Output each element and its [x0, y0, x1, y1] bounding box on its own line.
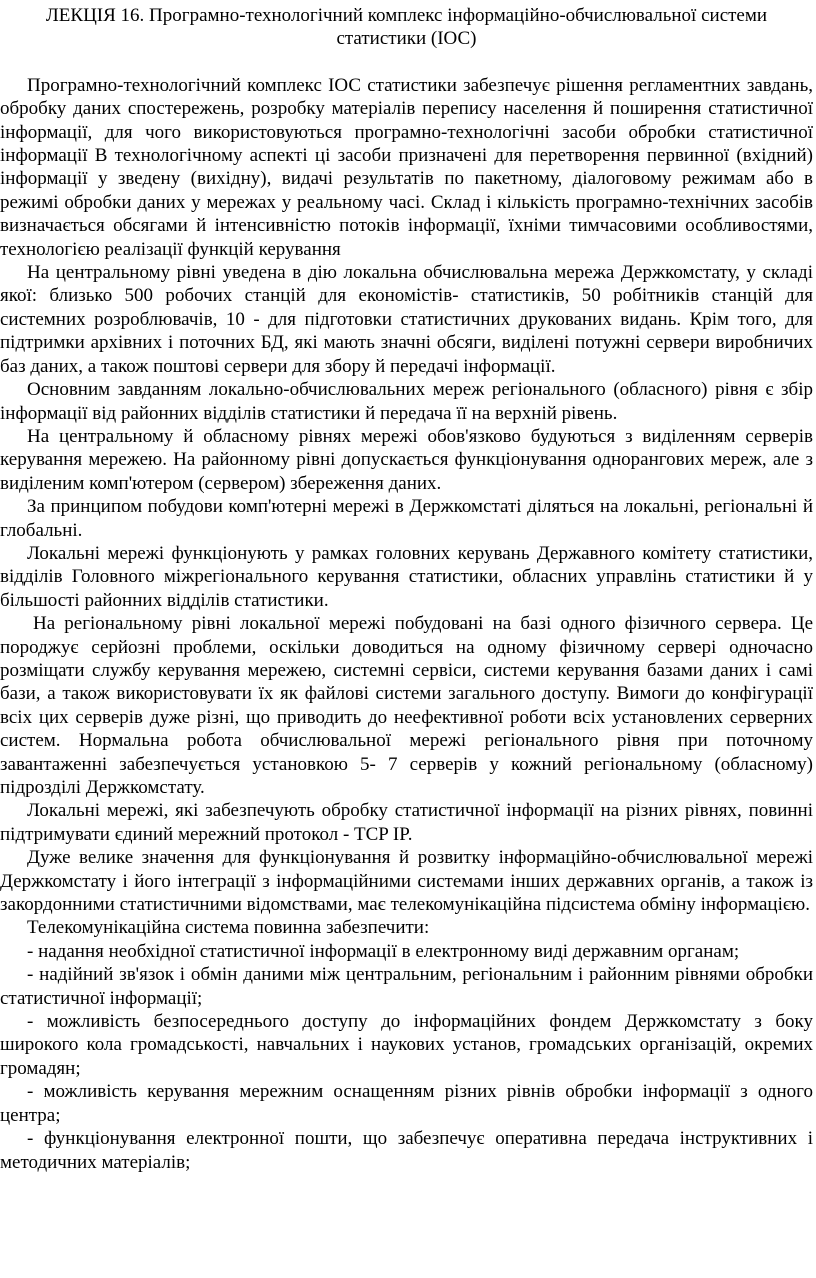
paragraph-6: Локальні мережі функціонують у рамках головних керувань Державного комітету статистики, відділів Головного міжрегіонального керування статистики, обласних управлінь статистики й у більшості районних відділів статистики.: [0, 542, 813, 611]
list-item-2: - надійний зв'язок і обмін даними між центральним, регіональним і районним рівнями обробки статистичної інформації;: [0, 964, 813, 1009]
paragraph-10: Телекомунікаційна система повинна забезпечити:: [27, 917, 430, 939]
paragraph-7: На регіональному рівні локальної мережі побудовані на базі одного фізичного сервера. Це породжує серйозні проблеми, оскільки доводиться на одному фізичному сервері одночасно розміщати службу керування мережею, системні сервіси, системи керування базами даних і самі бази, а також використовувати їх як файлові системи загального доступу. Вимоги до конфігурації всіх цих серверів дуже різні, що приводить до неефективної роботи всіх установлених серверних систем. Нормальна робота обчислювальної мережі регіонального рівня при поточному завантаженні забезпечується установкою 5- 7 серверів у кожний регіональному (обласному) підрозділі Держкомстату.: [0, 613, 813, 798]
list-item-5: - функціонування електронної пошти, що забезпечує оперативна передача інструктивних і методичних матеріалів;: [0, 1128, 813, 1173]
list-item-3: - можливість безпосереднього доступу до інформаційних фондем Держкомстату з боку широкого кола громадськості, навчальних і наукових установ, громадських організацій, окремих громадян;: [0, 1011, 813, 1079]
paragraph-3: Основним завданням локально-обчислювальних мереж регіонального (обласного) рівня є збір інформації від районних відділів статистики й передача її на верхній рівень.: [0, 379, 813, 424]
paragraph-8: Локальні мережі, які забезпечують обробку статистичної інформації на різних рівнях, повинні підтримувати єдиний мережний протокол - TCP IP.: [0, 800, 813, 845]
paragraph-9: Дуже велике значення для функціонування й розвитку інформаційно-обчислювальної мережі Держкомстату і його інтеграції з інформаційними системами інших державних органів, а також із закордонними статистичними відомствами, має телекомунікаційна підсистема обміну інформацією.: [0, 847, 813, 916]
list-item-4: - можливість керування мережним оснащенням різних рівнів обробки інформації з одного центра;: [0, 1081, 813, 1126]
paragraph-1: Програмно-технологічний комплекс ІОС статистики забезпечує рішення регламентних завдань, обробку даних спостережень, розробку матеріалів перепису населення й поширення статистичної інформації, для чого використовуються програмно-технологічні засоби обробки статистичної інформації В технологічному аспекті ці засоби призначені для перетворення первинної (вхідний) інформації у зведену (вихідну), видачі результатів по пакетному, діалоговому режимам або в режимі обробки даних у мережах у реальному часі. Склад і кількість програмно-технічних засобів визначається обсягами й інтенсивністю потоків інформації, їхніми тимчасовими особливостями, технологією реалізації функцій керування: [0, 74, 813, 260]
list-item-1: - надання необхідної статистичної інформації в електронному виді державним органам;: [27, 940, 740, 962]
paragraph-5: За принципом побудови комп'ютерні мережі в Держкомстаті діляться на локальні, регіональні й глобальні.: [0, 496, 813, 541]
lecture-title: ЛЕКЦІЯ 16. Програмно-технологічний комплекс інформаційно-обчислювальної системи статистики (ІОС): [45, 5, 768, 50]
paragraph-2: На центральному рівні уведена в дію локальна обчислювальна мережа Держкомстату, у складі якої: близько 500 робочих станцій для економістів- статистиків, 50 робітників станцій для системних розроблювачів, 10 - для підготовки статистичних друкованих видань. Крім того, для підтримки архівних і поточних БД, які мають значні обсяги, виділені потужні сервери виробничих баз даних, а також поштові сервери для збору й передачі інформації.: [0, 262, 813, 377]
paragraph-4: На центральному й обласному рівнях мережі обов'язково будуються з виділенням серверів керування мережею. На районному рівні допускається функціонування однорангових мереж, але з виділеним комп'ютером (сервером) збереження даних.: [0, 425, 813, 494]
